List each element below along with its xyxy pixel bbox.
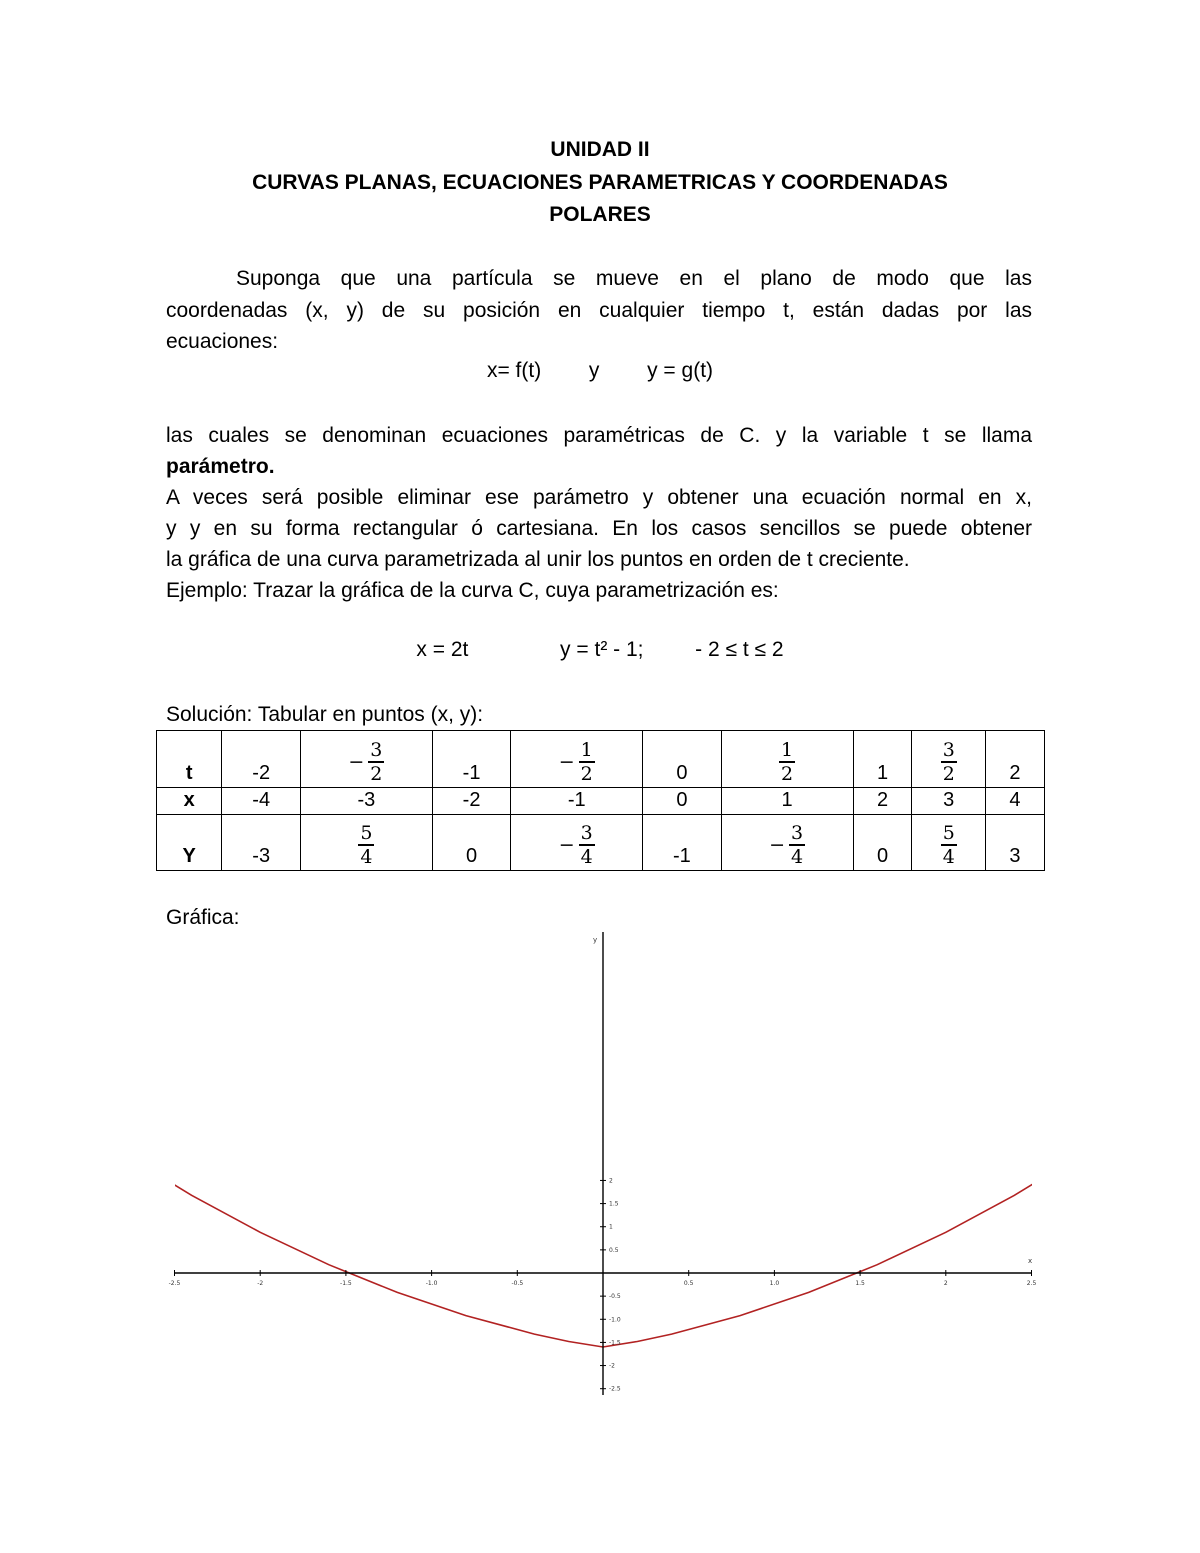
graph-label: Gráfica: bbox=[166, 906, 240, 929]
y-tick-label: 0.5 bbox=[609, 1246, 619, 1254]
table-cell: -2 bbox=[222, 731, 301, 788]
y-tick-label: -2 bbox=[609, 1362, 615, 1370]
intro-line-3: ecuaciones: bbox=[166, 330, 279, 353]
table-cell: 2 bbox=[985, 731, 1044, 788]
table-cell: 3 bbox=[985, 815, 1044, 871]
fraction-numerator: 3 bbox=[791, 822, 804, 844]
fraction-numerator: 1 bbox=[781, 739, 794, 761]
x-tick-label: -0.5 bbox=[511, 1280, 524, 1287]
fraction-numerator: 3 bbox=[370, 739, 383, 761]
x-equation: x= f(t) bbox=[486, 359, 542, 382]
table-cell: 0 bbox=[643, 731, 722, 788]
table-cell: 3 bbox=[912, 788, 986, 815]
param-domain: - 2 ≤ t ≤ 2 bbox=[695, 638, 784, 661]
table-cell: -1 bbox=[432, 731, 511, 788]
y-tick-label: -1.5 bbox=[609, 1339, 621, 1347]
table-cell: 1 bbox=[853, 731, 912, 788]
fraction-denominator: 2 bbox=[942, 763, 955, 785]
table-cell: 0 bbox=[643, 788, 722, 815]
y-tick-label: -1.0 bbox=[609, 1316, 621, 1324]
table-cell: -3 bbox=[222, 815, 301, 871]
y-tick-label: -2.5 bbox=[609, 1385, 621, 1393]
term-parametro: parámetro bbox=[166, 455, 269, 478]
chapter-title-continued: POLARES bbox=[549, 203, 651, 226]
unit-title: UNIDAD II bbox=[550, 138, 650, 161]
table-cell: 1 bbox=[721, 788, 853, 815]
row-header-x: x bbox=[157, 788, 222, 815]
fraction-denominator: 2 bbox=[781, 763, 794, 785]
elimination-line-2: y y en su forma rectangular ó cartesiana. En los casos sencillos se puede obtener bbox=[166, 517, 1032, 540]
fraction-denominator: 2 bbox=[580, 763, 593, 785]
table-cell: -3 bbox=[300, 788, 432, 815]
example-statement: Ejemplo: Trazar la gráfica de la curva C, cuya parametrización es: bbox=[166, 579, 779, 602]
chapter-title: CURVAS PLANAS, ECUACIONES PARAMETRICAS Y COORDENADAS bbox=[252, 171, 948, 194]
y-tick-label: 2 bbox=[609, 1177, 613, 1185]
x-tick-label: 1.0 bbox=[769, 1280, 780, 1287]
elimination-line-3: la gráfica de una curva parametrizada al unir los puntos en orden de t creciente. bbox=[166, 548, 910, 571]
x-tick-label: 0.5 bbox=[683, 1280, 694, 1287]
table-cell: 2 bbox=[853, 788, 912, 815]
fraction-numerator: 5 bbox=[360, 822, 373, 844]
intro-line-1: Suponga que una partícula se mueve en el plano de modo que las bbox=[236, 267, 1032, 290]
y-tick-label: 1.5 bbox=[609, 1200, 619, 1208]
fraction-denominator: 4 bbox=[360, 846, 373, 868]
y-equation: y = g(t) bbox=[647, 359, 714, 382]
term-period: . bbox=[268, 455, 275, 478]
y-axis-label: y bbox=[593, 936, 598, 944]
fraction-denominator: 4 bbox=[791, 846, 804, 868]
fraction-denominator: 4 bbox=[942, 846, 955, 868]
fraction-sign: − bbox=[558, 834, 575, 856]
table-cell: 4 bbox=[985, 788, 1044, 815]
y-tick-label: 1 bbox=[609, 1223, 613, 1231]
table-cell: 0 bbox=[853, 815, 912, 871]
y-tick-label: -0.5 bbox=[609, 1293, 621, 1301]
x-tick-label: -1.5 bbox=[340, 1280, 352, 1287]
table-cell: -1 bbox=[511, 788, 643, 815]
fraction-sign: − bbox=[558, 751, 575, 773]
table-cell: -2 bbox=[432, 788, 511, 815]
x-tick-label: 2.5 bbox=[1026, 1280, 1037, 1287]
table-cell: -4 bbox=[222, 788, 301, 815]
row-header-t: t bbox=[157, 731, 222, 788]
x-tick-label: -2.5 bbox=[168, 1280, 181, 1287]
conjunction: y bbox=[588, 359, 600, 382]
x-tick-label: 1.5 bbox=[855, 1280, 865, 1287]
table-cell: -1 bbox=[643, 815, 722, 871]
fraction-numerator: 3 bbox=[942, 739, 955, 761]
fraction-denominator: 4 bbox=[580, 846, 593, 868]
fraction-sign: − bbox=[769, 834, 786, 856]
x-tick-label: -1.0 bbox=[425, 1280, 438, 1287]
fraction-sign: − bbox=[348, 751, 365, 773]
fraction-numerator: 3 bbox=[580, 822, 593, 844]
fraction-denominator: 2 bbox=[370, 763, 383, 785]
row-header-y: Y bbox=[157, 815, 222, 871]
fraction-numerator: 1 bbox=[580, 739, 593, 761]
definition-line-1: las cuales se denominan ecuaciones paramétricas de C. y la variable t se llama bbox=[166, 424, 1032, 447]
fraction-numerator: 5 bbox=[942, 822, 955, 844]
x-axis-label: x bbox=[1028, 1257, 1033, 1265]
solution-label: Solución: Tabular en puntos (x, y): bbox=[166, 703, 484, 726]
intro-line-2: coordenadas (x, y) de su posición en cualquier tiempo t, están dadas por las bbox=[166, 299, 1032, 322]
x-tick-label: -2 bbox=[257, 1280, 264, 1287]
table-cell: 0 bbox=[432, 815, 511, 871]
x-tick-label: 2 bbox=[943, 1280, 948, 1287]
elimination-line-1: A veces será posible eliminar ese parámetro y obtener una ecuación normal en x, bbox=[166, 486, 1032, 509]
x-param: x = 2t bbox=[416, 638, 469, 661]
y-param: y = t² - 1; bbox=[560, 638, 644, 661]
